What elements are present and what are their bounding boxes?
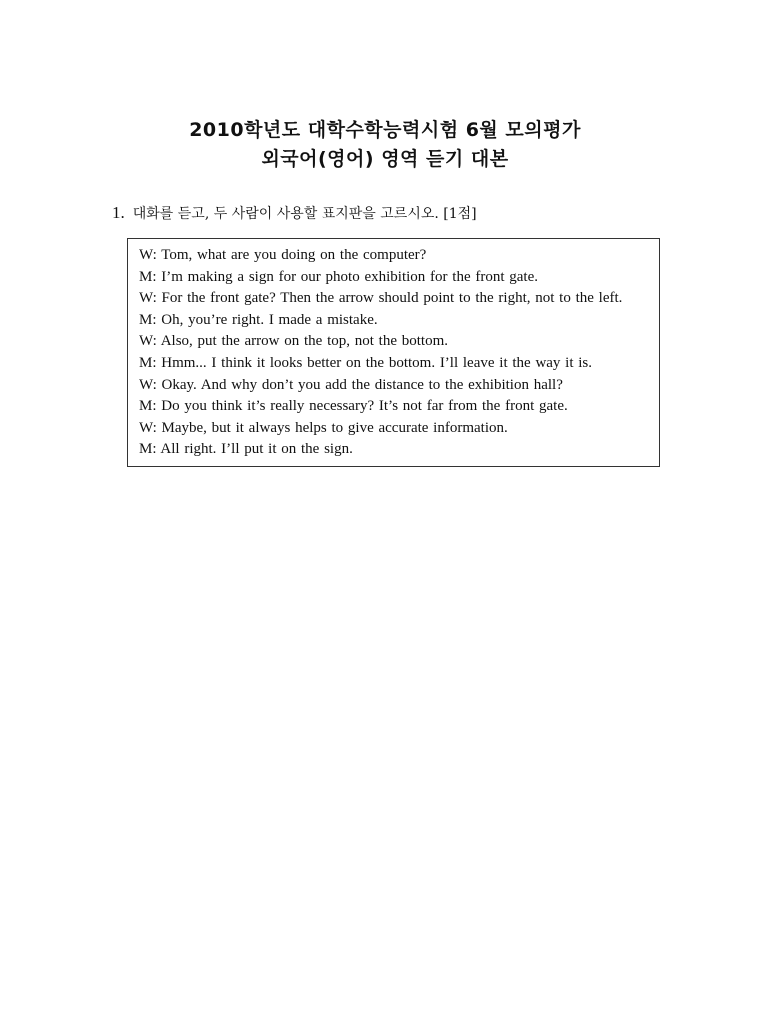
dialogue-line: W: Also, put the arrow on the top, not the bottom. <box>139 333 448 350</box>
dialogue-script-box <box>127 238 660 467</box>
dialogue-line: M: Hmm... I think it looks better on the bottom. I’ll leave it the way it is. <box>139 354 593 371</box>
question-1 <box>112 203 477 224</box>
dialogue-line: M: Oh, you’re right. I made a mistake. <box>139 311 378 328</box>
dialogue-line: M: All right. I’ll put it on the sign. <box>139 441 353 458</box>
question-number: 1. <box>112 203 125 222</box>
dialogue-line: W: For the front gate? Then the arrow should point to the right, not to the left. <box>139 290 623 307</box>
page-title: 2010학년도 대학수학능력시험 6월 모의평가 <box>189 119 581 141</box>
dialogue-line: M: Do you think it’s really necessary? It’s not far from the front gate. <box>139 398 568 415</box>
dialogue-line: W: Maybe, but it always helps to give accurate information. <box>139 419 508 436</box>
question-prompt: 대화를 듣고, 두 사람이 사용할 표지판을 고르시오. [1점] <box>132 206 477 222</box>
dialogue-line: M: I’m making a sign for our photo exhibition for the front gate. <box>139 268 539 285</box>
dialogue-line: W: Okay. And why don’t you add the distance to the exhibition hall? <box>139 376 563 393</box>
page-subtitle: 외국어(영어) 영역 듣기 대본 <box>261 148 509 170</box>
dialogue-line: W: Tom, what are you doing on the computer? <box>139 247 427 263</box>
